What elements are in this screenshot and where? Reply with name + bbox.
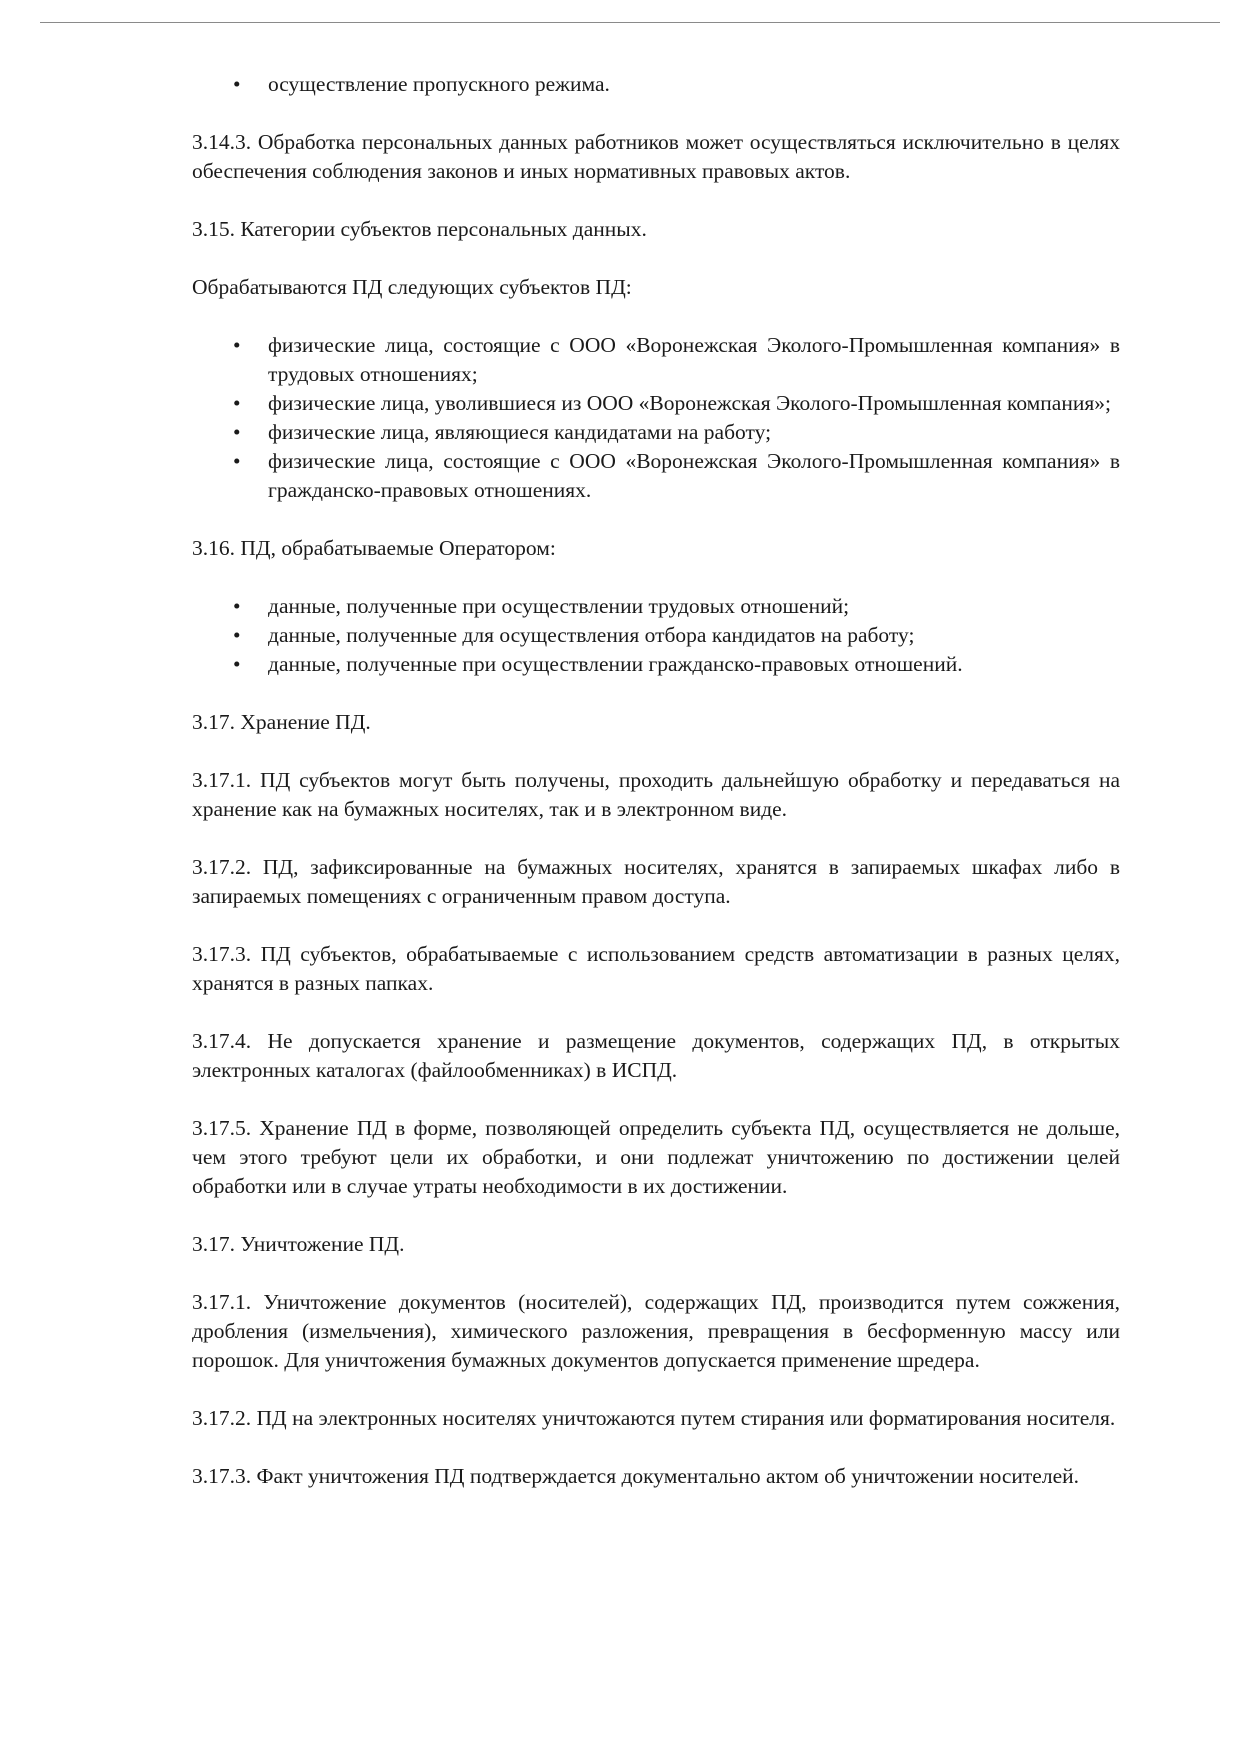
paragraph-3-17-5: 3.17.5. Хранение ПД в форме, позволяющей определить субъекта ПД, осуществляется не дольше, чем этого требуют цели их обработки, и они подлежат уничтожению по достижении целей обработки или в случае утраты необходимости в их достижении. [192, 1116, 1120, 1198]
list-item: • данные, полученные для осуществления отбора кандидатов на работу; [266, 621, 1120, 650]
heading-3-17-destruction: 3.17. Уничтожение ПД. [192, 1232, 405, 1256]
subjects-list [192, 331, 1120, 505]
list-item: • данные, полученные при осуществлении гражданско-правовых отношений. [266, 650, 1120, 679]
paragraph-3-17-4: 3.17.4. Не допускается хранение и размещение документов, содержащих ПД, в открытых электронных каталогах (файлообменниках) в ИСПД. [192, 1029, 1120, 1082]
list-item: • физические лица, являющиеся кандидатами на работу; [266, 418, 1120, 447]
heading-3-17-storage: 3.17. Хранение ПД. [192, 710, 371, 734]
paragraph-destruction-3-17-3: 3.17.3. Факт уничтожения ПД подтверждается документально актом об уничтожении носителей. [192, 1464, 1080, 1488]
paragraph-3-14-3: 3.14.3. Обработка персональных данных работников может осуществляться исключительно в целях обеспечения соблюдения законов и иных нормативных правовых актов. [192, 130, 1120, 183]
paragraph-3-17-2: 3.17.2. ПД, зафиксированные на бумажных носителях, хранятся в запираемых шкафах либо в запираемых помещениях с ограниченным правом доступа. [192, 855, 1120, 908]
paragraph-destruction-3-17-2: 3.17.2. ПД на электронных носителях уничтожаются путем стирания или форматирования носителя. [192, 1406, 1116, 1430]
list-item: • физические лица, состоящие с ООО «Воронежская Эколого-Промышленная компания» в гражданско-правовых отношениях. [266, 447, 1120, 505]
heading-3-15: 3.15. Категории субъектов персональных данных. [192, 217, 647, 241]
list-item: • данные, полученные при осуществлении трудовых отношений; [266, 592, 1120, 621]
paragraph-3-17-3: 3.17.3. ПД субъектов, обрабатываемые с использованием средств автоматизации в разных целях, хранятся в разных папках. [192, 942, 1120, 995]
list-item: • физические лица, уволившиеся из ООО «Воронежская Эколого-Промышленная компания»; [266, 389, 1120, 418]
top-rule [40, 22, 1220, 23]
heading-3-16: 3.16. ПД, обрабатываемые Оператором: [192, 536, 556, 560]
paragraph-processed-subjects: Обрабатываются ПД следующих субъектов ПД: [192, 275, 632, 299]
document-body [192, 70, 1120, 1520]
top-bullet-list [192, 70, 1120, 99]
list-item: • физические лица, состоящие с ООО «Воронежская Эколого-Промышленная компания» в трудовых отношениях; [266, 331, 1120, 389]
paragraph-destruction-3-17-1: 3.17.1. Уничтожение документов (носителей), содержащих ПД, производится путем сожжения, дробления (измельчения), химического разложения, превращения в бесформенную массу или порошок. Для уничтожения бумажных документов допускается применение шредера. [192, 1290, 1120, 1372]
data-types-list [192, 592, 1120, 679]
list-item: • осуществление пропускного режима. [266, 70, 1120, 99]
paragraph-3-17-1: 3.17.1. ПД субъектов могут быть получены, проходить дальнейшую обработку и передаваться на хранение как на бумажных носителях, так и в электронном виде. [192, 768, 1120, 821]
